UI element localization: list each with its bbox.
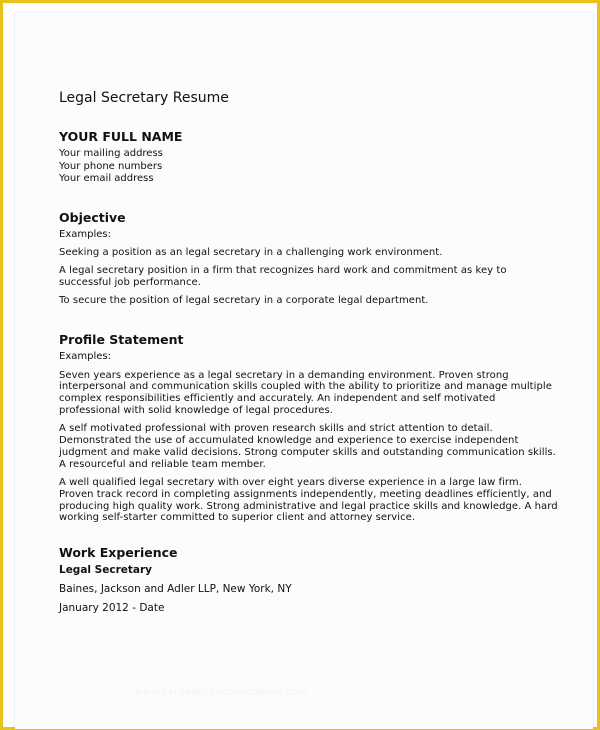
work-experience-heading: Work Experience [59, 545, 178, 561]
contact-block [59, 148, 559, 186]
objective-section [59, 210, 559, 308]
watermark: www.heritagechristiancollege.com [135, 687, 308, 698]
objective-heading: Objective [59, 209, 126, 225]
objective-example: Seeking a position as an legal secretary in a challenging work environment. [59, 247, 443, 258]
contact-phone-numbers: Your phone numbers [59, 160, 163, 172]
profile-examples-label: Examples: [59, 351, 111, 363]
contact-mailing-address: Your mailing address [59, 148, 163, 159]
objective-example: To secure the position of legal secretary in a corporate legal department. [59, 295, 429, 307]
profile-section [59, 332, 559, 524]
objective-example: A legal secretary position in a firm that recognizes hard work and commitment as key to successful job performance. [59, 265, 507, 289]
resume-content [59, 89, 559, 621]
document-title: Legal Secretary Resume [59, 90, 229, 106]
employer-line: Baines, Jackson and Adler LLP, New York, NY [59, 583, 292, 596]
resume-page [15, 13, 593, 729]
profile-heading: Profile Statement [59, 332, 184, 348]
employment-dates: January 2012 - Date [59, 602, 165, 615]
profile-example: A self motivated professional with proven research skills and strict attention to detail. Demonstrated the use of accumulated knowledge and experience to exercise independent judgment and make valid decisions. Strong computer skills and outstanding communication skills. A resourceful and reliable team member. [59, 423, 556, 470]
work-experience-section [59, 545, 559, 615]
full-name: YOUR FULL NAME [59, 129, 183, 144]
profile-example: A well qualified legal secretary with over eight years diverse experience in a large law firm. Proven track record in completing assignments independently, meeting deadlines efficiently, and producing high quality work. Strong administrative and legal practice skills and knowledge. A hard working self-starter committed to superior client and attorney service. [59, 477, 558, 524]
job-title: Legal Secretary [59, 564, 153, 577]
objective-examples-label: Examples: [59, 228, 111, 240]
contact-email-address: Your email address [59, 173, 154, 184]
profile-example: Seven years experience as a legal secretary in a demanding environment. Proven strong interpersonal and communication skills coupled with the ability to prioritize and manage multiple complex responsibilities efficiently and accurately. An independent and self motivated professional with solid knowledge of legal procedures. [59, 369, 552, 417]
